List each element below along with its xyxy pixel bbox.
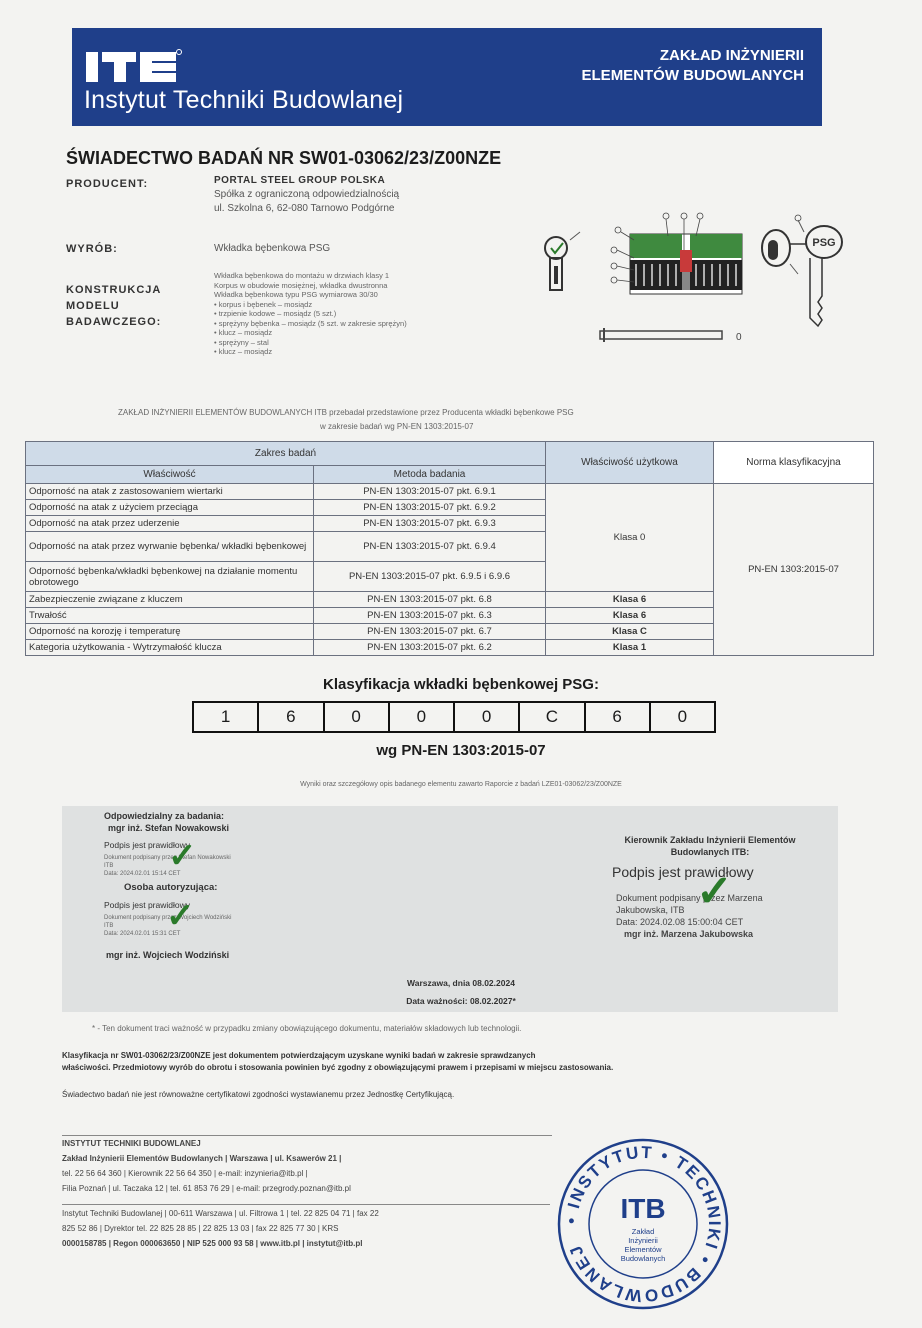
classification-code <box>192 701 716 733</box>
signature-detail: Jakubowska, ITB <box>616 905 685 915</box>
footer-line: Filia Poznań | ul. Taczaka 12 | tel. 61 853 76 29 | e-mail: przegrody.poznan@itb.pl <box>62 1184 351 1193</box>
signature-check-icon: ✓ <box>696 867 733 916</box>
footer-divider <box>62 1204 550 1205</box>
signature-detail: Data: 2024.02.01 15:31 CET <box>104 931 181 937</box>
signature-check-icon: ✓ <box>168 837 197 875</box>
head-name: mgr inż. Marzena Jakubowska <box>624 929 754 939</box>
construction-line: Wkładka bębenkowa typu PSG wymiarowa 30/30 <box>214 290 378 299</box>
footer-line: 825 52 86 | Dyrektor tel. 22 825 28 85 | 22 825 13 03 | fax 22 825 77 30 | KRS <box>62 1224 339 1233</box>
classification-digit: 0 <box>325 703 390 731</box>
classification-digit: 6 <box>259 703 324 731</box>
classification-digit: 6 <box>586 703 651 731</box>
result-cell: Klasa 1 <box>546 640 714 656</box>
head-signature-valid: Podpis jest prawidłowy <box>612 864 754 880</box>
classification-digit: 0 <box>455 703 520 731</box>
signature-detail: ITB <box>104 923 114 929</box>
intro-line-1: ZAKŁAD INŻYNIERII ELEMENTÓW BUDOWLANYCH ITB przebadał przedstawione przez Producenta wkładki bębenkowe PSG <box>118 408 574 417</box>
report-note: Wyniki oraz szczegółowy opis badanego elementu zawarto Raporcie z badań LZE01-03062/23/Z00NZE <box>300 781 622 788</box>
stamp-line: Zakład <box>631 1227 655 1236</box>
signature-valid-text: Podpis jest prawidłowy <box>104 900 190 910</box>
department-line-1: ZAKŁAD INŻYNIERII <box>659 47 804 64</box>
result-cell: Klasa C <box>546 624 714 640</box>
property-cell: Odporność na atak przez uderzenie <box>26 516 314 532</box>
construction-line: • trzpienie kodowe – mosiądz (5 szt.) <box>214 309 337 318</box>
authorizing-title: Osoba autoryzująca: <box>124 882 218 893</box>
head-block <box>590 834 830 858</box>
method-cell: PN-EN 1303:2015-07 pkt. 6.3 <box>314 608 546 624</box>
validity-date: Data ważności: 08.02.2027* <box>406 996 516 1006</box>
product-label: WYRÓB: <box>66 243 118 255</box>
norm-cell: PN-EN 1303:2015-07 <box>714 484 874 656</box>
method-cell: PN-EN 1303:2015-07 pkt. 6.9.1 <box>314 484 546 500</box>
key-icon <box>754 214 850 332</box>
responsible-block <box>104 810 229 834</box>
classification-digit: 1 <box>194 703 259 731</box>
construction-line: • sprężyny bębenka – mosiądz (5 szt. w zakresie sprężyn) <box>214 318 407 328</box>
classification-digit: C <box>520 703 585 731</box>
head-signature-details <box>616 892 763 940</box>
test-results-table <box>25 441 874 656</box>
institute-name: Instytut Techniki Budowlanej <box>84 86 404 114</box>
cylinder-front-icon <box>540 222 590 294</box>
property-cell: Odporność na atak przez wyrwanie bębenka/ wkładki bębenkowej <box>26 532 314 562</box>
signature-detail: ITB <box>104 863 114 869</box>
construction-line: Wkładka bębenkowa do montażu w drzwiach klasy 1 <box>214 271 390 280</box>
producer-line: PORTAL STEEL GROUP POLSKA <box>214 175 386 186</box>
producer-line: Spółka z ograniczoną odpowiedzialnością <box>214 189 400 200</box>
footer-line: Zakład Inżynierii Elementów Budowlanych | Warszawa | ul. Ksawerów 21 | <box>62 1154 342 1163</box>
result-cell: Klasa 6 <box>546 608 714 624</box>
stamp-line: Elementów <box>624 1245 662 1254</box>
construction-line: • klucz – mosiądz <box>214 328 273 337</box>
construction-label-line: MODELU <box>66 300 120 312</box>
paragraph-line: Klasyfikacja nr SW01-03062/23/Z00NZE jest dokumentem potwierdzającym uzyskane wyniki badań w zakresie sprawdzanych <box>62 1051 536 1060</box>
footer-line: tel. 22 56 64 360 | Kierownik 22 56 64 350 | e-mail: inzynieria@itb.pl | <box>62 1169 308 1178</box>
method-cell: PN-EN 1303:2015-07 pkt. 6.7 <box>314 624 546 640</box>
head-title: Budowlanych ITB: <box>670 847 750 857</box>
classification-standard: wg PN-EN 1303:2015-07 <box>376 742 546 759</box>
signature-detail: Data: 2024.02.01 15:14 CET <box>104 871 181 877</box>
property-cell: Odporność na atak z zastosowaniem wiertarki <box>26 484 314 500</box>
key-label: PSG <box>812 237 836 249</box>
signature-check-icon: ✓ <box>166 897 195 935</box>
stamp-logo: ITB <box>620 1193 666 1224</box>
property-cell: Odporność na atak z użyciem przeciąga <box>26 500 314 516</box>
construction-label-line: KONSTRUKCJA <box>66 284 162 296</box>
department-line-2: ELEMENTÓW BUDOWLANYCH <box>581 67 804 84</box>
footnote: * - Ten dokument traci ważność w przypadku zmiany obowiązującego dokumentu, materiałów składowych lub technologii. <box>92 1024 522 1033</box>
property-cell: Odporność bębenka/wkładki bębenkowej na działanie momentu obrotowego <box>26 562 314 592</box>
result-cell: Klasa 6 <box>546 592 714 608</box>
result-header: Właściwość użytkowa <box>546 442 714 484</box>
equivalence-note: Świadectwo badań nie jest równoważne certyfikatowi zgodności wystawianemu przez Jednostkę Certyfikującą. <box>62 1090 455 1099</box>
paragraph-line: właściwości. Przedmiotowy wyrób do obrotu i stosowania powinien być zgodny z obowiązującymi prawem i przepisami w miejscu zastosowania. <box>62 1063 614 1072</box>
stamp-ring-text: • INSTYTUT • TECHNIKI • BUDOWLANEJ <box>561 1142 725 1306</box>
mounting-screw-icon <box>598 328 748 344</box>
responsible-name: mgr inż. Stefan Nowakowski <box>108 823 230 833</box>
stamp-line: Inżynierii <box>628 1236 658 1245</box>
method-cell: PN-EN 1303:2015-07 pkt. 6.9.3 <box>314 516 546 532</box>
method-cell: PN-EN 1303:2015-07 pkt. 6.2 <box>314 640 546 656</box>
classification-title: Klasyfikacja wkładki bębenkowej PSG: <box>323 676 599 693</box>
institute-stamp <box>557 1138 729 1310</box>
method-cell: PN-EN 1303:2015-07 pkt. 6.9.5 i 6.9.6 <box>314 562 546 592</box>
method-cell: PN-EN 1303:2015-07 pkt. 6.9.2 <box>314 500 546 516</box>
screw-label: 0 <box>736 332 742 343</box>
producer-label: PRODUCENT: <box>66 178 149 190</box>
group-header: Zakres badań <box>26 442 546 466</box>
footer-line: INSTYTUT TECHNIKI BUDOWLANEJ <box>62 1139 201 1148</box>
itb-logo <box>86 46 182 90</box>
method-cell: PN-EN 1303:2015-07 pkt. 6.8 <box>314 592 546 608</box>
construction-line: • korpus i bębenek – mosiądz <box>214 299 313 309</box>
cylinder-cross-section-diagram <box>604 210 744 306</box>
signature-valid-text: Podpis jest prawidłowy <box>104 840 190 850</box>
footer-lab <box>62 1136 351 1196</box>
signature-detail: Dokument podpisany przez Wojciech Wodziński <box>104 915 232 921</box>
construction-line: • klucz – mosiądz <box>214 347 273 356</box>
property-cell: Trwałość <box>26 608 314 624</box>
classification-digit: 0 <box>677 707 688 726</box>
authorizing-name: mgr inż. Wojciech Wodziński <box>106 950 230 960</box>
place-date: Warszawa, dnia 08.02.2024 <box>407 978 515 988</box>
signature-detail: Dokument podpisany przez Stefan Nowakowski <box>104 855 231 861</box>
responsible-title: Odpowiedzialny za badania: <box>104 811 225 821</box>
certificate-title: ŚWIADECTWO BADAŃ NR SW01-03062/23/Z00NZE <box>66 148 502 168</box>
property-cell: Zabezpieczenie związane z kluczem <box>26 592 314 608</box>
footer-line: 0000158785 | Regon 000063650 | NIP 525 000 93 58 | www.itb.pl | instytut@itb.pl <box>62 1239 363 1248</box>
norm-header: Norma klasyfikacyjna <box>714 442 874 484</box>
footer-institute <box>62 1206 379 1251</box>
producer-value <box>214 174 399 216</box>
property-header: Właściwość <box>26 466 314 484</box>
intro-line-2: w zakresie badań wg PN-EN 1303:2015-07 <box>320 422 474 431</box>
classification-paragraph <box>62 1050 613 1074</box>
signature-detail: Data: 2024.02.08 15:00:04 CET <box>616 917 744 927</box>
property-cell: Kategoria użytkowania - Wytrzymałość klucza <box>26 640 314 656</box>
head-title: Kierownik Zakładu Inżynierii Elementów <box>624 835 796 845</box>
product-value: Wkładka bębenkowa PSG <box>214 243 331 254</box>
method-header: Metoda badania <box>314 466 546 484</box>
construction-label-line: BADAWCZEGO: <box>66 316 162 328</box>
signature-detail: Dokument podpisany przez Marzena <box>616 893 763 903</box>
merged-result-cell: Klasa 0 <box>546 484 714 592</box>
construction-description <box>214 271 407 357</box>
classification-digit: 0 <box>390 703 455 731</box>
footer-line: Instytut Techniki Budowlanej | 00-611 Warszawa | ul. Filtrowa 1 | tel. 22 825 04 71 | fax 22 <box>62 1209 379 1218</box>
construction-line: Korpus w obudowie mosiężnej, wkładka dwustronna <box>214 280 388 290</box>
producer-line: ul. Szkolna 6, 62-080 Tarnowo Podgórne <box>214 203 395 214</box>
stamp-line: Budowlanych <box>620 1254 666 1263</box>
department-name <box>582 46 804 86</box>
method-cell: PN-EN 1303:2015-07 pkt. 6.9.4 <box>314 532 546 562</box>
construction-label <box>66 282 161 330</box>
property-cell: Odporność na korozję i temperaturę <box>26 624 314 640</box>
construction-line: • sprężyny – stal <box>214 337 269 347</box>
